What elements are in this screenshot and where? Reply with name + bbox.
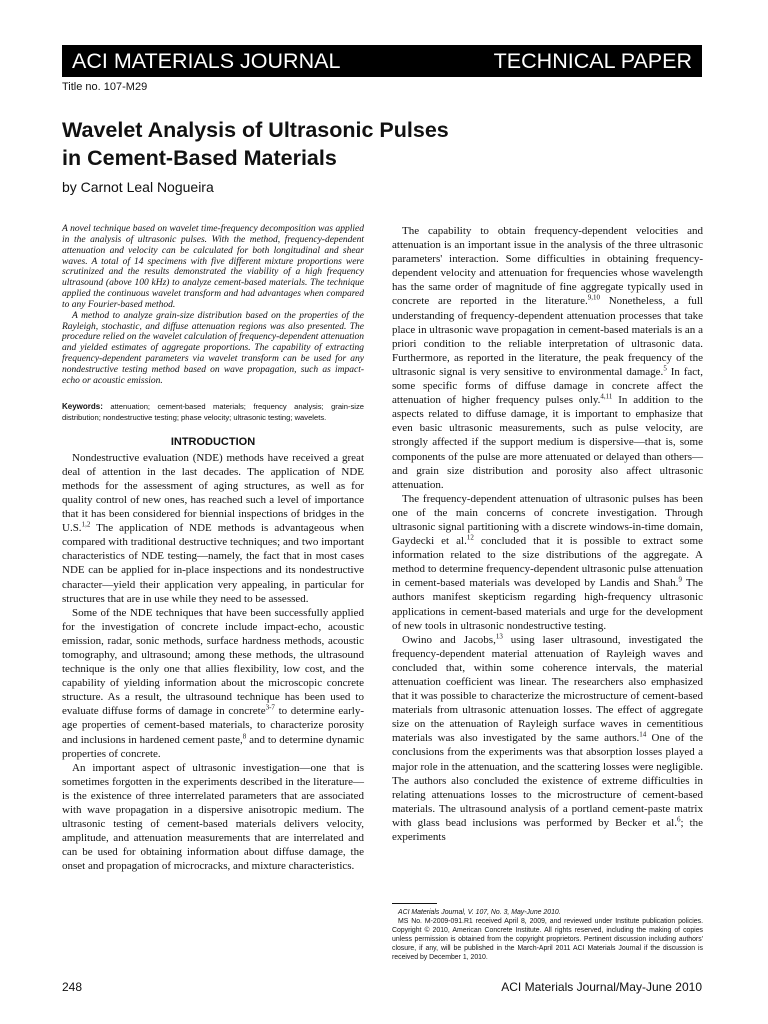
citation-superscript: 1,2	[81, 520, 91, 529]
body-text: to determine early-age properties of cement-based materials, to characterize porosity and inclusions in hardened cement paste,	[62, 705, 364, 746]
footnote-divider	[392, 903, 437, 904]
abstract-paragraph: A novel technique based on wavelet time-frequency decomposition was applied in the analysis of ultrasonic pulses. With the method, frequency-dependent attenuation and velocity can be calculated for both longitudinal and shear waves. A total of 14 specimens with five different mixture proportions were scrutinized and the results demonstrated the viability of a high frequency ultrasound (above 100 kHz) to analyze cement-based materials. The technique applied the continuous wavelet transform and had advantages when compared to any Fourier-based method.	[62, 224, 364, 310]
body-paragraph	[62, 451, 364, 606]
body-text: In addition to the aspects related to diffuse damage, it is important to emphasize that even basic ultrasonic measurements, such as pulse velocity, are strongly affected if the support medium is dispersive—that is, some components of the pulse are more attenuated or delayed than others—and grain size distribution and porosity also affect ultrasonic attenuation.	[392, 394, 703, 491]
citation-superscript: 4,11	[600, 392, 613, 401]
body-paragraph	[392, 492, 703, 633]
body-text: Nonetheless, a full understanding of frequency-dependent attenuation processes that take place in ultrasonic wave propagation in cement-based materials is an a priori condition to the reliable interpretation of ultrasonic data. Furthermore, as reported in the literature, the peak frequency of the ultrasonic signal is very sensitive to environmental damage.	[392, 295, 703, 378]
citation-superscript: 3-7	[265, 703, 275, 712]
footnote-line: MS No. M-2009-091.R1 received April 8, 2009, and reviewed under Institute publication policies. Copyright © 2010, American Concrete Institute. All rights reserved, including the making of copies unless permission is obtained from the copyright proprietors. Pertinent discussion including authors' closure, if any, will be published in the March-April 2011 ACI Materials Journal if the discussion is received by December 1, 2010.	[392, 917, 703, 961]
body-text: The frequency-dependent attenuation of ultrasonic pulses has been one of the main concerns of concrete investigation. Through ultrasonic signal partitioning with a discrete windows-in-time domain, Gaydecki et al.	[392, 492, 703, 548]
citation-superscript: 12	[466, 533, 474, 542]
left-column	[62, 224, 364, 873]
keywords-text: attenuation; cement-based materials; frequency analysis; grain-size distribution; nondestructive testing; phase velocity; ultrasonic testing; wavelets.	[62, 401, 364, 422]
footnote-journal: ACI Materials Journal, V. 107, No. 3, May-June 2010.	[398, 909, 561, 916]
abstract	[62, 224, 364, 387]
body-paragraph	[392, 224, 703, 492]
body-text: Owino and Jacobs,	[402, 633, 496, 646]
paper-title	[62, 116, 702, 172]
introduction-heading: INTRODUCTION	[170, 435, 256, 448]
body-paragraph	[392, 633, 703, 844]
footnote	[392, 909, 703, 962]
keywords-label: Keywords:	[62, 401, 103, 411]
body-text: An important aspect of ultrasonic investigation—one that is sometimes forgotten in the experiments described in the literature—is the existence of three interrelated parameters that are associated with wave propagation in a dispersive anisotropic medium. The ultrasonic testing of cement-based materials delivers velocity, amplitude, and attenuation measurements that are interrelated and can be used for obtaining information about diffuse damage, the onset and propagation of microcracks, and mixture characteristics.	[62, 761, 364, 873]
body-text: ; the experiments	[392, 816, 704, 844]
body-text: Nondestructive evaluation (NDE) methods have received a great deal of attention in the last decades. The application of NDE methods for the assessment of aging structures, as well as for quality control of new ones, has reached such a level of importance that it has been considered for biennial inspections of bridges in the U.S.	[62, 451, 364, 535]
body-text: Some of the NDE techniques that have been successfully applied for the investigation of concrete include impact-echo, acoustic emission, radar, sonic methods, surface hardness methods, acoustic tomography, and ultrasound; among these methods, the ultrasound technique is the only one that allies flexibility, low cost, and the capability of yielding information about the microscopic concrete structure. As a result, the ultrasound technique has been used to evaluate diffuse forms of damage in concrete	[62, 606, 364, 718]
citation-superscript: 8	[242, 731, 247, 740]
journal-footer: ACI Materials Journal/May-June 2010	[501, 980, 702, 994]
body-text: and to determine dynamic properties of concrete.	[62, 733, 364, 760]
title-number: Title no. 107-M29	[62, 81, 148, 93]
body-text: The application of NDE methods is advantageous when compared with traditional destructive techniques; and two important characteristics of NDE testing—namely, the fact that in most cases NDE can be applied for in-place inspections and its nondestructive character—yield their application very appealing, in particular for structures that are in use while they need to be assessed.	[62, 522, 364, 605]
body-paragraph	[62, 761, 364, 874]
journal-banner	[62, 45, 702, 77]
body-text: The capability to obtain frequency-dependent velocities and attenuation is an important issue in the analysis of the three ultrasonic parameters' interaction. Some difficulties in obtaining frequency-dependent velocity and attenuation for frequencies whose wavelength has the same order of magnitude of fine aggregate typically used in concrete are reported in the literature.	[392, 225, 703, 308]
body-text: In fact, some specific forms of diffuse damage in concrete affect the attenuation of higher frequency pulses only.	[392, 365, 703, 407]
paper-title-line: in Cement-Based Materials	[62, 146, 337, 170]
citation-superscript: 6	[676, 815, 681, 824]
paper-type: TECHNICAL PAPER	[493, 48, 692, 73]
citation-superscript: 13	[495, 632, 503, 641]
body-paragraph	[62, 606, 364, 761]
body-text: One of the conclusions from the experiments was that absorption losses played a major role in the attenuation, and the scattering losses were negligible. The authors also concluded the existence of extreme difficulties in relating attenuations losses to the microstructure of cement-based materials. The ultrasound analysis of a portland cement-paste matrix with glass bead inclusions was performed by Becker et al.	[392, 732, 704, 829]
citation-superscript: 9	[678, 575, 682, 584]
left-body	[62, 451, 364, 874]
body-text: The authors manifest skepticism regarding high-frequency ultrasonic applications in cement-based materials and urge for the development of new tools in ultrasonic nondestructive testing.	[392, 577, 703, 632]
paper-title-line: Wavelet Analysis of Ultrasonic Pulses	[62, 118, 449, 142]
page-number: 248	[62, 980, 83, 994]
body-text: concluded that it is possible to extract some information related to the size distributions of the aggregate. A method to determine frequency-dependent ultrasonic pulse attenuation in cement-based materials was developed by Landis and Shah.	[392, 535, 703, 590]
abstract-paragraph: A method to analyze grain-size distribution based on the properties of the Rayleigh, stochastic, and diffuse attenuation regions was also presented. The procedure relied on the wavelet calculation of frequency-dependent attenuation and yielded estimates of aggregate proportions. The capability of extracting frequency-dependent parameters via wavelet transform can be used for any nondestructive testing method based on wave propagation, such as impact-echo or acoustic emission.	[62, 310, 364, 386]
citation-superscript: 9,10	[587, 293, 600, 302]
right-column	[392, 224, 703, 844]
body-text: using laser ultrasound, investigated the frequency-dependent material attenuation of Rayleigh waves and concluded that, within some coherence intervals, the material attenuation coefficient was linear. The researchers also emphasized that it was possible to characterize the microstructure of cement-based materials from ultrasonic attenuation losses. The effect of aggregate size on the attenuation of Rayleigh surface waves in cementitious materials was also investigated by the same authors.	[392, 633, 703, 745]
footnote-line	[392, 909, 703, 918]
journal-name: ACI MATERIALS JOURNAL	[72, 48, 341, 73]
author-byline: by Carnot Leal Nogueira	[62, 179, 214, 195]
right-body	[392, 224, 703, 844]
keywords	[62, 401, 364, 423]
citation-superscript: 14	[639, 730, 647, 739]
citation-superscript: 5	[663, 364, 667, 373]
